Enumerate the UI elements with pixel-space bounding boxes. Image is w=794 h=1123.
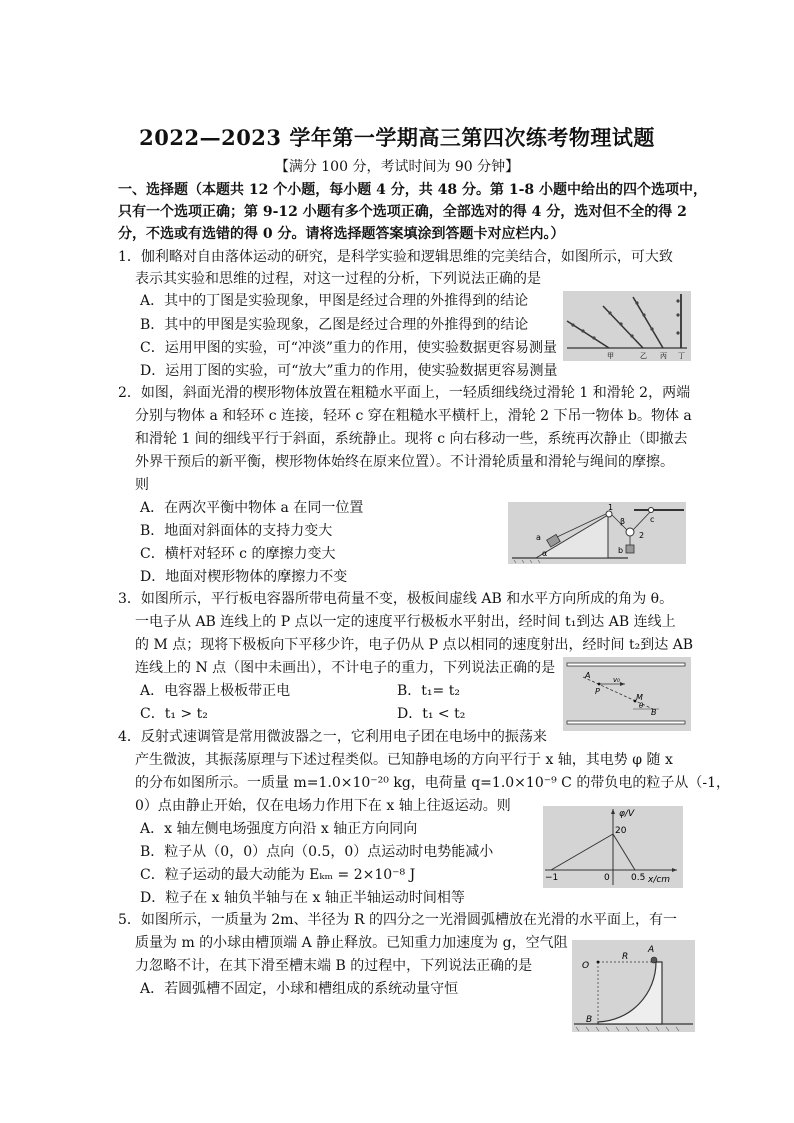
page-subtitle: 【满分 100 分，考试时间为 90 分钟】 — [274, 159, 520, 175]
figure-label: 丙 — [660, 352, 667, 360]
figure-label: c — [650, 515, 655, 524]
question-2-stem: 和滑轮 1 间的细线平行于斜面，系统静止。现将 c 向右移动一些，系统再次静止（即撤去 — [135, 431, 688, 447]
question-5-stem: 5．如图所示，一质量为 2m、半径为 R 的四分之一光滑圆弧槽放在光滑的水平面上，有一 — [118, 912, 677, 928]
figure-label: A — [585, 671, 591, 680]
question-3-stem: 一电子从 AB 连线上的 P 点以一定的速度平行极板水平射出，经时间 t₁到达 AB 连线上 — [135, 614, 676, 630]
question-3-option-a: A．电容器上极板带正电 — [140, 683, 291, 699]
question-2-option-d: D．地面对楔形物体的摩擦力不变 — [140, 569, 348, 585]
question-1-stem: 1．伽利略对自由落体运动的研究，是科学实验和逻辑思维的完美结合，如图所示，可大致 — [118, 249, 673, 265]
section-instructions-line: 只有一个选项正确；第 9-12 小题有多个选项正确，全部选对的得 4 分，选对但不全的得 2 — [118, 204, 687, 220]
axis-label: φ/V — [619, 809, 635, 819]
figure-label: M — [636, 693, 643, 702]
figure-label: B — [651, 708, 657, 717]
page-title: 2022—2023 学年第一学期高三第四次练考物理试题 — [139, 125, 655, 150]
figure-label: β — [620, 517, 626, 526]
question-5-figure — [572, 940, 695, 1032]
figure-label: P — [595, 687, 600, 696]
question-1-option-b: B．其中的甲图是实验现象，乙图是经过合理的外推得到的结论 — [140, 317, 529, 333]
figure-label: θ — [639, 702, 644, 710]
question-3-option-c: C．t₁ > t₂ — [140, 706, 208, 722]
question-2-figure — [508, 502, 686, 564]
figure-label: 丁 — [678, 352, 685, 360]
question-3-stem: 连线上的 N 点（图中未画出），不计电子的重力，下列说法正确的是 — [135, 660, 556, 676]
question-2-stem: 分别与物体 a 和轻环 c 连接，轻环 c 穿在粗糙水平横杆上，滑轮 2 下吊一物体 b。物体 a — [135, 408, 692, 424]
question-3-stem: 3．如图所示，平行板电容器所带电荷量不变，极板间虚线 AB 和水平方向所成的角为 θ。 — [118, 591, 674, 607]
figure-label: 甲 — [607, 352, 614, 360]
figure-label: α — [542, 549, 548, 558]
question-4-option-b: B．粒子从（0，0）点向（0.5，0）点运动时电势能减小 — [140, 844, 494, 860]
axis-label: x/cm — [648, 875, 671, 885]
question-5-stem: 力忽略不计，在其下滑至槽末端 B 的过程中，下列说法正确的是 — [135, 958, 533, 974]
figure-label: a — [536, 533, 541, 542]
question-4-figure — [543, 806, 683, 888]
figure-label: 乙 — [640, 352, 647, 360]
question-2-stem: 外界干预后的新平衡，楔形物体始终在原来位置）。不计滑轮质量和滑轮与绳间的摩擦。 — [135, 454, 674, 470]
section-instructions-line: 一、选择题（本题共 12 个小题，每小题 4 分，共 48 分。第 1-8 小题中给出的四个选项中， — [118, 182, 707, 198]
question-4-stem: 的分布如图所示。一质量 m=1.0×10⁻²⁰ kg，电荷量 q=1.0×10⁻⁹ C 的带负电的粒子从（-1， — [135, 775, 730, 791]
question-2-option-c: C．横杆对轻环 c 的摩擦力变大 — [140, 546, 336, 562]
figure-label: v₀ — [613, 676, 620, 684]
question-4-option-c: C．粒子运动的最大动能为 Eₖₘ = 2×10⁻⁸ J — [140, 867, 416, 883]
question-4-option-a: A．x 轴左侧电场强度方向沿 x 轴正方向同向 — [140, 821, 418, 837]
question-1-option-a: A．其中的丁图是实验现象，甲图是经过合理的外推得到的结论 — [140, 293, 529, 309]
figure-label: R — [622, 952, 629, 962]
figure-label: B — [586, 1015, 593, 1025]
question-3-stem: 的 M 点；现将下极板向下平移少许，电子仍从 P 点以相同的速度射出，经时间 t₂到达 AB — [135, 637, 694, 653]
figure-label: 1 — [608, 503, 614, 512]
question-5-stem: 质量为 m 的小球由槽顶端 A 静止释放。已知重力加速度为 g，空气阻 — [135, 935, 568, 951]
question-4-stem: 4．反射式速调管是常用微波器之一，它利用电子团在电场中的振荡来 — [118, 729, 547, 745]
question-3-figure — [563, 657, 691, 731]
question-5-option-a: A．若圆弧槽不固定，小球和槽组成的系统动量守恒 — [140, 981, 459, 997]
figure-label: A — [648, 945, 655, 955]
question-1-figure — [563, 291, 691, 361]
axis-tick-label: 0 — [604, 873, 610, 883]
question-4-stem: 0）点由静止开始，仅在电场力作用下在 x 轴上往返运动。则 — [135, 798, 511, 814]
question-1-option-c: C．运用甲图的实验，可“冲淡”重力的作用，使实验数据更容易测量 — [140, 340, 558, 356]
section-instructions-line: 分，不选或有选错的得 0 分。请将选择题答案填涂到答题卡对应栏内。） — [118, 226, 565, 242]
question-1-stem: 表示其实验和思维的过程，对这一过程的分析，下列说法正确的是 — [135, 271, 541, 287]
question-3-option-d: D．t₁ < t₂ — [397, 706, 466, 722]
question-4-option-d: D．粒子在 x 轴负半轴与在 x 轴正半轴运动时间相等 — [140, 890, 465, 906]
question-2-stem: 2．如图，斜面光滑的楔形物体放置在粗糙水平面上，一轻质细线绕过滑轮 1 和滑轮 2，两端 — [118, 385, 691, 401]
question-1-option-d: D．运用丁图的实验，可“放大”重力的作用，使实验数据更容易测量 — [140, 363, 558, 379]
question-2-stem: 则 — [135, 477, 149, 493]
axis-tick-label: 20 — [615, 826, 627, 836]
question-4-stem: 产生微波，其振荡原理与下述过程类似。已知静电场的方向平行于 x 轴，其电势 φ 随 x — [135, 752, 673, 768]
question-3-option-b: B．t₁= t₂ — [397, 683, 460, 699]
axis-tick-label: 0.5 — [631, 873, 646, 883]
figure-label: O — [582, 961, 590, 971]
question-2-option-b: B．地面对斜面体的支持力变大 — [140, 523, 333, 539]
axis-tick-label: −1 — [545, 873, 559, 883]
figure-label: 2 — [639, 531, 645, 540]
figure-label: b — [618, 546, 624, 555]
question-2-option-a: A．在两次平衡中物体 a 在同一位置 — [140, 500, 364, 516]
